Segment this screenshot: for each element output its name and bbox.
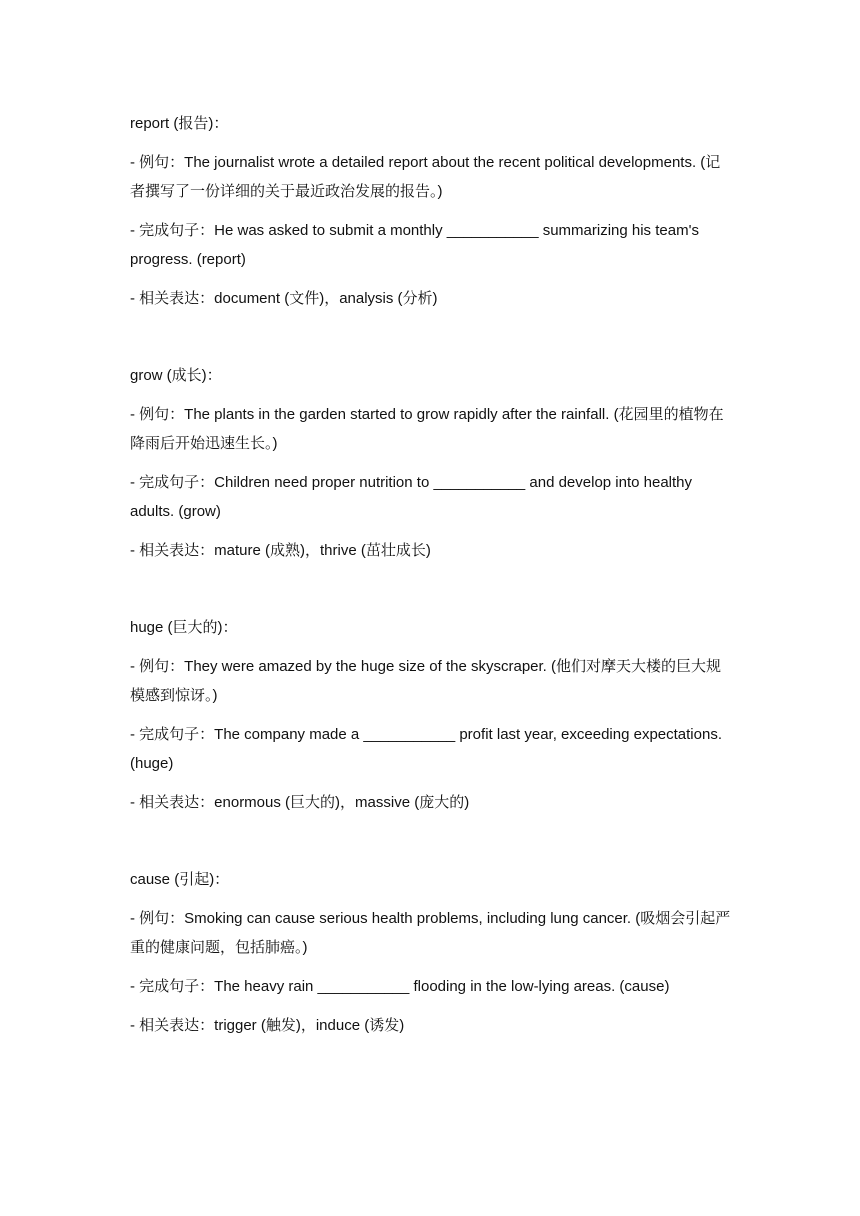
vocab-entry-report [130,109,734,313]
related-expressions: - 相关表达：enormous (巨大的)，massive (庞大的) [130,794,470,811]
entry-heading: huge (巨大的)： [130,619,238,636]
entry-heading: report (报告)： [130,115,229,132]
entry-heading: grow (成长)： [130,367,222,384]
fill-in-sentence: - 完成句子：The company made a ___________ profit last year, exceeding expectations. (huge) [130,726,722,772]
example-sentence: - 例句：The journalist wrote a detailed report about the recent political developments. (记者撰写了一份详细的关于最近政治发展的报告。) [130,154,721,200]
related-expressions: - 相关表达：document (文件)，analysis (分析) [130,290,438,307]
example-sentence: - 例句：Smoking can cause serious health problems, including lung cancer. (吸烟会引起严重的健康问题，包括肺癌。) [130,910,731,956]
example-sentence: - 例句：The plants in the garden started to grow rapidly after the rainfall. (花园里的植物在降雨后开始迅速生长。) [130,406,724,452]
related-expressions: - 相关表达：trigger (触发)，induce (诱发) [130,1017,405,1034]
entry-heading: cause (引起)： [130,871,230,888]
vocab-entry-grow [130,361,734,565]
vocab-entry-cause [130,865,734,1040]
related-expressions: - 相关表达：mature (成熟)，thrive (茁壮成长) [130,542,431,559]
example-sentence: - 例句：They were amazed by the huge size of the skyscraper. (他们对摩天大楼的巨大规模感到惊讶。) [130,658,722,704]
vocab-entry-huge [130,613,734,817]
fill-in-sentence: - 完成句子：The heavy rain ___________ flooding in the low-lying areas. (cause) [130,978,670,995]
vocabulary-list [130,109,734,1040]
fill-in-sentence: - 完成句子：He was asked to submit a monthly ___________ summarizing his team's progress. (report) [130,222,699,268]
fill-in-sentence: - 完成句子：Children need proper nutrition to ___________ and develop into healthy adults. (grow) [130,474,693,520]
